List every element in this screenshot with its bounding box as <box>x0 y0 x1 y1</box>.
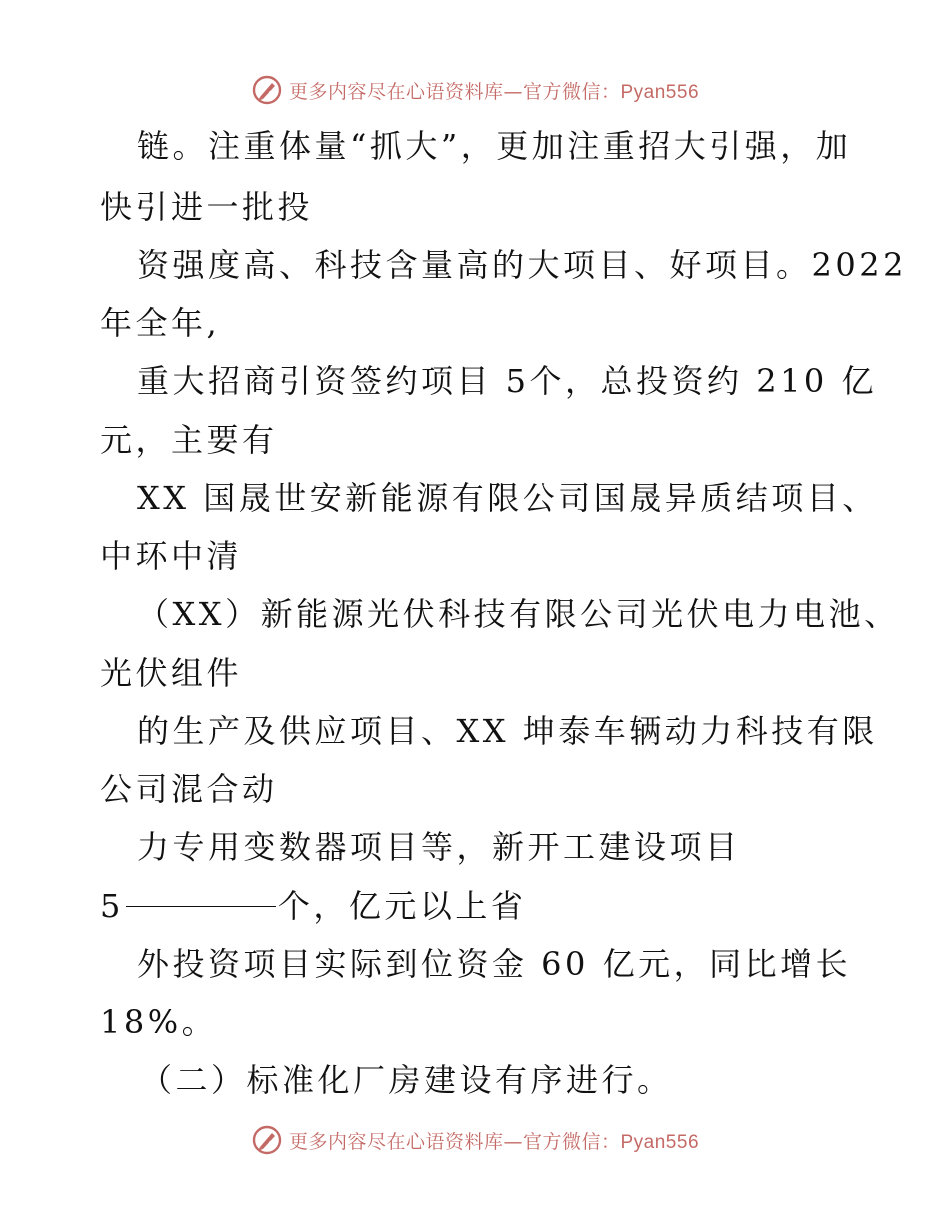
text-line: 18%。 <box>100 1003 218 1041</box>
section-heading: （二）标准化厂房建设有序进行。 <box>140 1061 673 1099</box>
text-line: 重大招商引资签约项目 5个，总投资约 210 亿 <box>137 362 877 400</box>
footer-watermark <box>0 1120 950 1160</box>
watermark-text-id: Pyan556 <box>620 81 700 103</box>
text-line: （XX）新能源光伏科技有限公司光伏电力电池、 <box>137 595 900 633</box>
text-line: 元，主要有 <box>100 421 278 459</box>
text-line: XX 国晟世安新能源有限公司国晟异质结项目、 <box>137 479 878 517</box>
text-line-with-blank <box>100 886 526 926</box>
quill-seal-icon <box>251 1124 283 1156</box>
text-line: 资强度高、科技含量高的大项目、好项目。2022 <box>137 246 907 284</box>
text-line: 中环中清 <box>100 537 243 575</box>
text-line: 光伏组件 <box>100 654 243 692</box>
text-line: 公司混合动 <box>100 770 278 808</box>
fill-in-blank-line <box>126 906 276 907</box>
text-line-rest: 个，亿元以上省 <box>277 887 527 925</box>
text-line: 的生产及供应项目、XX 坤泰车辆动力科技有限 <box>137 712 878 750</box>
text-line: 链。注重体量“抓大”，更加注重招大引强，加 <box>137 127 852 165</box>
text-line: 外投资项目实际到位资金 60 亿元，同比增长 <box>137 945 852 983</box>
text-line: 力专用变数器项目等，新开工建设项目 <box>137 828 741 866</box>
blank-prefix: 5 <box>100 887 124 925</box>
watermark-text-id: Pyan556 <box>620 1131 700 1153</box>
watermark-text-cn: 更多内容尽在心语资料库—官方微信： <box>288 80 621 103</box>
watermark-text-cn: 更多内容尽在心语资料库—官方微信： <box>288 1130 621 1153</box>
watermark-text <box>289 1127 699 1154</box>
text-line: 快引进一批投 <box>100 188 314 226</box>
text-line: 年全年, <box>100 304 221 342</box>
